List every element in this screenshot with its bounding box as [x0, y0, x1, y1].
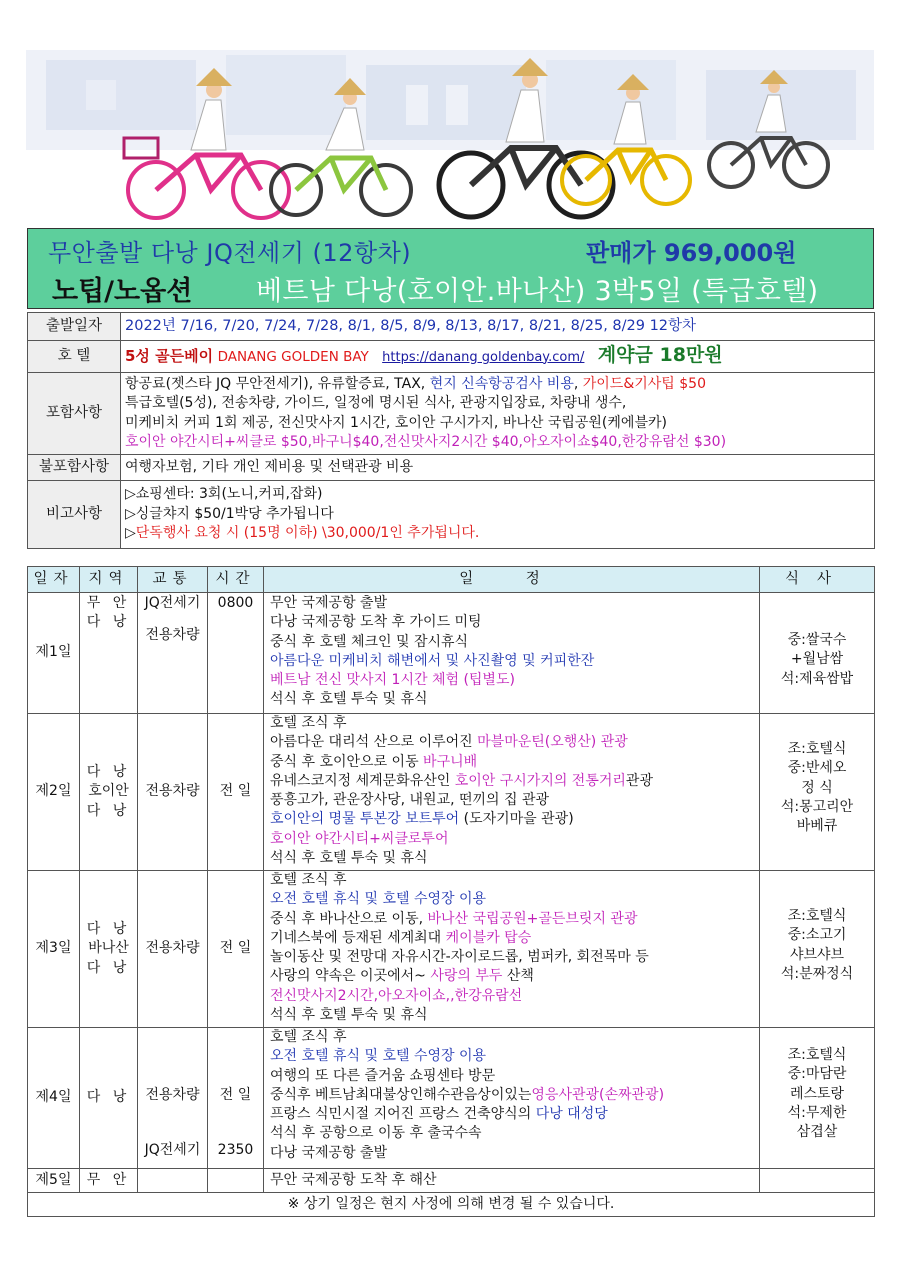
itinerary-table — [27, 566, 875, 1217]
transport-line: JQ전세기 — [144, 595, 201, 611]
included-items — [121, 373, 875, 455]
day-plan: 무안 국제공항 도착 후 해산 — [264, 1169, 760, 1193]
plan-line: 아름다운 미케비치 해변에서 및 사진촬영 및 커피한잔 — [270, 652, 595, 669]
tour-price: 판매가 969,000원 — [586, 239, 797, 267]
day-region — [80, 871, 138, 1028]
plan-highlight: 다낭 대성당 — [535, 1106, 608, 1123]
transport-line: 전용차량 — [145, 627, 200, 644]
meal-line: 석:제육쌈밥 — [780, 670, 854, 687]
itinerary-day-4 — [28, 1028, 875, 1169]
itinerary-day-3 — [28, 871, 875, 1028]
col-meal: 식사 — [760, 567, 875, 593]
meal-line: 레스토랑 — [789, 1085, 845, 1102]
title-banner — [27, 228, 874, 309]
plan-line: 호텔 조식 후 — [270, 872, 347, 888]
plan-text: 프랑스 식민시절 지어진 프랑스 건축양식의 — [270, 1106, 536, 1123]
plan-line — [270, 910, 759, 929]
itinerary-day-2 — [28, 714, 875, 871]
plan-highlight: 바나산 국립공원+골든브릿지 관광 — [427, 910, 638, 927]
excluded-items: 여행자보험, 기타 개인 제비용 및 선택관광 비용 — [121, 455, 875, 481]
day-transport: 전용차량 — [138, 871, 208, 1028]
plan-text: 중식 후 바나산으로 이동, — [270, 910, 428, 927]
day-transport: 전용차량 — [138, 714, 208, 871]
day-meals — [760, 871, 875, 1028]
day-label: 제5일 — [28, 1169, 80, 1193]
included-label: 포함사항 — [28, 373, 121, 455]
tour-info-table — [27, 312, 875, 549]
plan-line — [270, 772, 759, 791]
cyclists-illustration — [26, 50, 874, 220]
tour-title: 무안출발 다낭 JQ전세기 (12항차) — [48, 239, 412, 267]
plan-line: 호텔 조식 후 — [270, 1029, 347, 1045]
meal-line: 중:쌀국수 — [787, 632, 847, 648]
plan-line: 호이안 야간시티+씨클로투어 — [270, 830, 449, 847]
included-guide-tip: 가이드&기사팁 $50 — [582, 375, 706, 392]
plan-text: 기네스북에 등재된 세계최대 — [270, 929, 446, 946]
remark-private-tour-text: 단독행사 요청 시 (15명 이하) \30,000/1인 추가됩니다. — [135, 525, 480, 542]
day-region — [80, 593, 138, 714]
plan-text: (도자기마을 관광) — [459, 811, 574, 828]
plan-line: 여행의 또 다른 즐거움 쇼핑센타 방문 — [270, 1067, 496, 1084]
remark-shopping: ▷쇼핑센타: 3회(노니,커피,잡화) — [125, 486, 323, 503]
day-region: 무 안 — [80, 1169, 138, 1193]
hotel-website-link[interactable]: https://danang goldenbay.com/ — [382, 349, 585, 365]
region-line: 다 낭 — [86, 764, 131, 781]
day-time: 전 일 — [208, 714, 264, 871]
plan-text: 산책 — [502, 968, 534, 985]
excluded-row — [28, 455, 875, 481]
plan-line: 다낭 국제공항 도착 후 가이드 미팅 — [270, 614, 482, 631]
meal-line: 바베큐 — [796, 818, 838, 835]
itinerary-day-5 — [28, 1169, 875, 1193]
region-line: 다 낭 — [86, 614, 131, 631]
col-day: 일자 — [28, 567, 80, 593]
day-transport — [138, 593, 208, 714]
col-transport: 교통 — [138, 567, 208, 593]
included-line-3: 미케비치 커피 1회 제공, 전신맛사지 1시간, 호이안 구시가지, 바나산 국립공원(케에블카) — [125, 414, 667, 431]
day-label: 제1일 — [28, 593, 80, 714]
meal-line: 석:분짜정식 — [780, 965, 854, 982]
plan-line: 놀이동산 및 전망대 자유시간-자이로드롭, 범퍼카, 회전목마 등 — [270, 949, 649, 966]
transport-line: 전용차량 — [145, 1087, 200, 1103]
included-row — [28, 373, 875, 455]
included-text: 항공료(젯스타 JQ 무안전세기), 유류할증료, TAX, — [125, 375, 430, 392]
region-line: 호이안 — [88, 783, 129, 800]
day-plan — [264, 593, 760, 714]
day-plan — [264, 1028, 760, 1169]
departure-label: 출발일자 — [28, 313, 121, 341]
plan-highlight: 마블마운틴(오행산) 관광 — [477, 734, 628, 751]
day-label: 제2일 — [28, 714, 80, 871]
deposit-amount: 계약금 18만원 — [597, 343, 723, 366]
plan-line: 베트남 전신 맛사지 1시간 체험 (팁별도) — [270, 672, 515, 689]
included-covid-test: 현지 신속항공검사 비용 — [429, 375, 574, 392]
tour-subtitle-right: 베트남 다낭(호이안.바나산) 3박5일 (특급호텔) — [256, 276, 819, 307]
meal-line: 석:몽고리안 — [780, 798, 854, 815]
region-line: 바나산 — [88, 940, 129, 957]
itinerary-note: ※ 상기 일정은 현지 사정에 의해 변경 될 수 있습니다. — [28, 1193, 875, 1217]
plan-highlight: 사랑의 부두 — [430, 968, 503, 985]
excluded-label: 불포함사항 — [28, 455, 121, 481]
meal-line: 조:호텔식 — [787, 1047, 847, 1063]
region-line: 무 안 — [86, 595, 131, 611]
col-time: 시간 — [208, 567, 264, 593]
departure-row — [28, 313, 875, 341]
plan-line — [270, 753, 759, 772]
plan-highlight: 영응사관광(손짜관광) — [531, 1086, 665, 1103]
day-transport — [138, 1169, 208, 1193]
itinerary-note-row — [28, 1193, 875, 1217]
meal-line: 조:호텔식 — [787, 908, 847, 924]
col-region: 지역 — [80, 567, 138, 593]
time-line: 2350 — [217, 1142, 254, 1159]
hotel-cell — [121, 341, 875, 373]
day-plan — [264, 714, 760, 871]
remark-private-tour — [125, 524, 874, 544]
hotel-name: 5성 골든베이 — [125, 346, 214, 365]
day-transport — [138, 1028, 208, 1169]
transport-line: JQ전세기 — [144, 1142, 201, 1159]
plan-line: 오전 호텔 휴식 및 호텔 수영장 이용 — [270, 891, 487, 908]
remarks-label: 비고사항 — [28, 481, 121, 549]
day-meals — [760, 1028, 875, 1169]
day-plan — [264, 871, 760, 1028]
day-time — [208, 1028, 264, 1169]
plan-line: 석식 후 호텔 투숙 및 휴식 — [270, 850, 428, 867]
plan-line: 풍흥고가, 관운장사당, 내원교, 떤끼의 집 관광 — [270, 792, 550, 809]
remark-arrow: ▷ — [125, 525, 136, 542]
itinerary-day-1 — [28, 593, 875, 714]
plan-line: 무안 국제공항 출발 — [270, 595, 388, 611]
hotel-label: 호 텔 — [28, 341, 121, 373]
plan-text: 중식후 베트남최대불상인해수관음상이있는 — [270, 1086, 532, 1103]
col-plan: 일 정 — [264, 567, 760, 593]
meal-line: 중:소고기 — [787, 927, 847, 944]
banner-illustration — [26, 50, 874, 220]
day-region — [80, 714, 138, 871]
plan-line — [270, 929, 759, 948]
plan-line — [270, 733, 759, 752]
meal-line: +월남쌈 — [790, 651, 844, 668]
day-region: 다 낭 — [80, 1028, 138, 1169]
day-time: 전 일 — [208, 871, 264, 1028]
plan-line: 중식 후 호텔 체크인 및 잠시휴식 — [270, 633, 469, 650]
remarks-items — [121, 481, 875, 549]
day-meals — [760, 714, 875, 871]
region-line: 다 낭 — [86, 802, 131, 819]
plan-line — [270, 1105, 759, 1124]
remark-single-charge: ▷싱글챠지 $50/1박당 추가됩니다 — [125, 505, 334, 522]
plan-highlight: 바구니배 — [423, 753, 478, 770]
plan-line: 다낭 국제공항 출발 — [270, 1144, 388, 1161]
meal-line: 샤브샤브 — [789, 946, 845, 963]
plan-text: 사랑의 약속은 이곳에서~ — [270, 968, 431, 985]
day-label: 제4일 — [28, 1028, 80, 1169]
day-label: 제3일 — [28, 871, 80, 1028]
day-meals — [760, 1169, 875, 1193]
plan-line: 석식 후 호텔 투숙 및 휴식 — [270, 1007, 428, 1024]
region-line: 다 낭 — [86, 921, 131, 938]
plan-line — [270, 967, 759, 986]
plan-line: 오전 호텔 휴식 및 호텔 수영장 이용 — [270, 1048, 487, 1065]
plan-line: 석식 후 호텔 투숙 및 휴식 — [270, 691, 428, 708]
included-line-4: 호이안 야간시티+씨클로 $50,바구니$40,전신맛사지2시간 $40,아오자이쇼$40,한강유람선 $30) — [125, 434, 727, 450]
included-line-1 — [125, 375, 874, 395]
itinerary-header-row — [28, 567, 875, 593]
day-meals — [760, 593, 875, 714]
included-line-2: 특급호텔(5성), 전송차량, 가이드, 일정에 명시된 식사, 관광지입장료, 차량내 생수, — [125, 395, 627, 411]
included-separator: , — [573, 375, 583, 392]
meal-line: 삼겹살 — [796, 1124, 838, 1141]
time-line: 전 일 — [219, 1087, 252, 1103]
plan-text: 중식 후 호이안으로 이동 — [270, 753, 424, 770]
day-time — [208, 1169, 264, 1193]
plan-line: 전신맛사지2시간,아오자이쇼,,한강유람선 — [270, 987, 523, 1004]
meal-line: 정 식 — [801, 779, 833, 796]
meal-line: 중:마담란 — [787, 1066, 847, 1083]
plan-text: 아름다운 대리석 산으로 이루어진 — [270, 734, 478, 751]
hotel-row — [28, 341, 875, 373]
departure-dates: 2022년 7/16, 7/20, 7/24, 7/28, 8/1, 8/5, 8/9, 8/13, 8/17, 8/21, 8/25, 8/29 12항차 — [121, 313, 875, 341]
plan-line: 석식 후 공항으로 이동 후 출국수속 — [270, 1125, 482, 1142]
day-time: 0800 — [208, 593, 264, 714]
hotel-name-en: DANANG GOLDEN BAY — [217, 348, 369, 365]
plan-highlight: 케이블카 탑승 — [445, 929, 532, 946]
plan-line: 호텔 조식 후 — [270, 715, 347, 731]
region-line: 다 낭 — [86, 959, 131, 976]
tour-subtitle-left: 노팁/노옵션 — [52, 276, 193, 307]
plan-text: 유네스코지정 세계문화유산인 — [270, 772, 455, 789]
plan-line — [270, 810, 759, 829]
remarks-row — [28, 481, 875, 549]
plan-highlight: 호이안의 명물 투본강 보트투어 — [270, 811, 460, 828]
meal-line: 조:호텔식 — [787, 741, 847, 757]
meal-line: 석:무제한 — [787, 1104, 847, 1121]
plan-highlight: 호이안 구시가지의 전통거리 — [454, 772, 626, 789]
meal-line: 중:반세오 — [787, 760, 847, 777]
plan-line — [270, 1086, 759, 1105]
plan-text: 관광 — [625, 772, 653, 789]
